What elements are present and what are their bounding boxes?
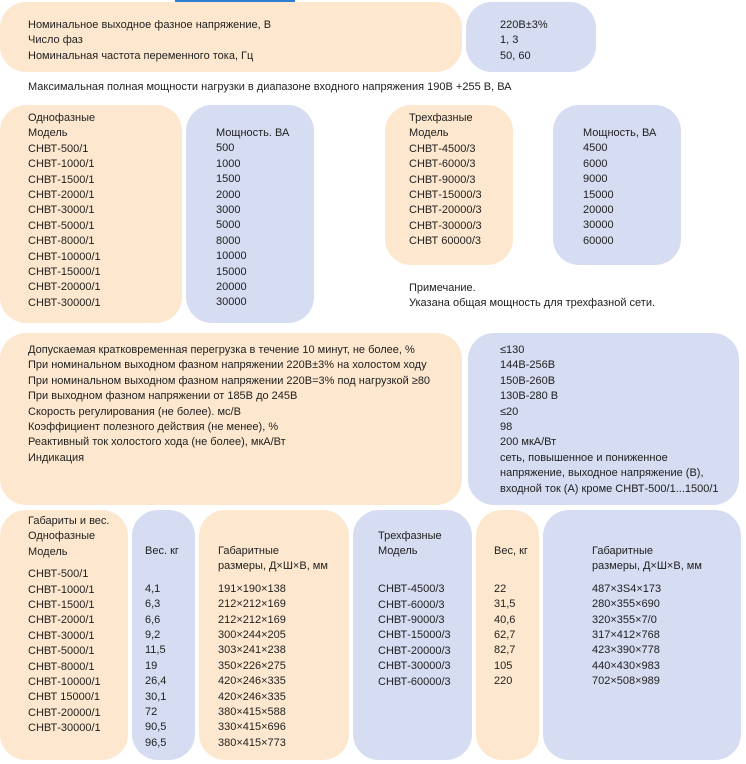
model-name: СНВТ-8000/1 bbox=[28, 660, 95, 673]
model-name: СНВТ-500/1 bbox=[28, 142, 89, 155]
size-value: 420×246×335 bbox=[218, 675, 286, 688]
model-name: СНВТ-15000/3 bbox=[378, 629, 451, 642]
model-name: СНВТ-15000/3 bbox=[409, 188, 482, 201]
dims-three-weights bbox=[494, 544, 528, 690]
weight-value: 6,3 bbox=[145, 598, 161, 611]
size-value: 702×508×989 bbox=[592, 675, 660, 688]
power-value: 9000 bbox=[583, 173, 608, 186]
model-name: СНВТ-30000/1 bbox=[28, 722, 101, 735]
spec-label: При номинальном выходном фазном напряжении 220В±3% на холостом ходу bbox=[28, 359, 427, 372]
model-name: СНВТ-6000/3 bbox=[378, 598, 445, 611]
model-name: СНВТ-2000/1 bbox=[28, 188, 95, 201]
model-header: Модель bbox=[378, 545, 418, 558]
model-name: СНВТ-6000/3 bbox=[409, 158, 476, 171]
model-header: Модель bbox=[28, 127, 68, 140]
model-header: Модель bbox=[28, 545, 68, 558]
size-value: 317×412×768 bbox=[592, 628, 660, 641]
model-name: СНВТ-4500/3 bbox=[378, 583, 445, 596]
power-value: 1500 bbox=[216, 173, 241, 186]
spec-value: ≤130 bbox=[500, 344, 525, 356]
general-label: Номинальное выходное фазное напряжение, В bbox=[28, 19, 272, 31]
single-phase-powers bbox=[216, 126, 289, 311]
model-name: СНВТ-5000/1 bbox=[28, 219, 95, 232]
dims-title: Габариты и вес. bbox=[28, 515, 110, 527]
weight-value: 19 bbox=[145, 659, 158, 672]
weight-header: Вес. кг bbox=[145, 545, 179, 557]
power-value: 20000 bbox=[583, 203, 614, 216]
spec-value: сеть, повышенное и пониженное bbox=[500, 451, 668, 464]
single-phase-title: Однофазные bbox=[28, 112, 96, 124]
power-value: 30000 bbox=[583, 219, 614, 232]
weight-value: 96,5 bbox=[145, 736, 167, 749]
note-title: Примечание. bbox=[409, 282, 476, 294]
three-phase-title: Трехфазные bbox=[409, 112, 473, 124]
power-value: 10000 bbox=[216, 250, 247, 263]
model-name: СНВТ-30000/3 bbox=[378, 660, 451, 673]
model-name: СНВТ-30000/3 bbox=[409, 219, 482, 232]
general-label: Номинальная частота переменного тока, Гц bbox=[28, 49, 254, 62]
spec-value: 200 мкА/Вт bbox=[500, 436, 557, 449]
weight-value: 72 bbox=[145, 705, 158, 718]
spec-value: напряжение, выходное напряжение (В), bbox=[500, 467, 704, 480]
model-name: СНВТ-30000/1 bbox=[28, 296, 101, 309]
weight-header: Вес, кг bbox=[494, 545, 528, 557]
model-name: СНВТ-15000/1 bbox=[28, 265, 101, 278]
dims-three-sizes bbox=[592, 544, 702, 690]
spec-label: При номинальном выходном фазном напряжении 220В=3% под нагрузкой ≥80 bbox=[28, 374, 431, 387]
model-name: СНВТ-20000/1 bbox=[28, 281, 101, 294]
specs-labels bbox=[28, 343, 430, 466]
weight-value: 90,5 bbox=[145, 721, 167, 734]
power-value: 15000 bbox=[583, 188, 614, 201]
weight-value: 82,7 bbox=[494, 644, 516, 657]
spec-value: 130В-280 В bbox=[500, 390, 559, 403]
power-header: Мощность, ВА bbox=[583, 127, 657, 139]
three-phase-models bbox=[409, 111, 482, 250]
spec-value: 150В-260В bbox=[500, 374, 556, 387]
size-value: 320×355×7/0 bbox=[592, 613, 657, 626]
weight-value: 105 bbox=[494, 659, 513, 672]
model-name: СНВТ 15000/1 bbox=[28, 691, 101, 704]
spec-value: входной ток (А) кроме СНВТ-500/1...1500/1 bbox=[500, 482, 719, 495]
model-name: СНВТ-4500/3 bbox=[409, 142, 476, 155]
dims-single-models bbox=[28, 514, 109, 736]
dims-single-weights bbox=[145, 544, 179, 751]
general-value: 1, 3 bbox=[500, 34, 519, 47]
size-value: 420×246×335 bbox=[218, 690, 286, 703]
model-name: СНВТ-1000/1 bbox=[28, 158, 95, 171]
size-value: 212×212×169 bbox=[218, 613, 286, 626]
model-name: СНВТ-9000/3 bbox=[409, 173, 476, 186]
weight-value: 11,5 bbox=[145, 644, 166, 657]
weight-value: 31,5 bbox=[494, 598, 516, 611]
weight-value: 30,1 bbox=[145, 690, 167, 703]
dims-three-models bbox=[378, 529, 451, 690]
size-header: размеры, Д×Ш×В, мм bbox=[218, 560, 328, 573]
power-header: Мощность. ВА bbox=[216, 127, 290, 139]
weight-value: 4,1 bbox=[145, 582, 161, 595]
model-name: СНВТ-20000/3 bbox=[378, 644, 451, 657]
general-values bbox=[500, 18, 548, 64]
model-name: СНВТ 60000/3 bbox=[409, 235, 482, 248]
spec-value: 98 bbox=[500, 420, 513, 433]
spec-label: Реактивный ток холостого хода (не более), мкА/Вт bbox=[28, 436, 286, 449]
model-name: СНВТ-500/1 bbox=[28, 568, 89, 581]
general-value: 50, 60 bbox=[500, 49, 531, 62]
power-value: 8000 bbox=[216, 234, 241, 247]
general-value: 220В±3% bbox=[500, 19, 548, 31]
model-name: СНВТ-10000/1 bbox=[28, 675, 101, 688]
size-value: 303×241×238 bbox=[218, 644, 286, 657]
weight-value: 26,4 bbox=[145, 675, 167, 688]
dims-single-sizes bbox=[218, 544, 328, 751]
size-value: 423×390×778 bbox=[592, 644, 660, 657]
general-labels bbox=[28, 18, 271, 64]
model-name: СНВТ-1000/1 bbox=[28, 583, 95, 596]
weight-value: 22 bbox=[494, 582, 507, 595]
size-value: 487×3S4×173 bbox=[592, 582, 662, 595]
size-value: 300×244×205 bbox=[218, 628, 286, 641]
model-header: Модель bbox=[409, 127, 449, 140]
size-value: 191×190×138 bbox=[218, 582, 286, 595]
single-phase-models bbox=[28, 111, 101, 311]
size-header: размеры, Д×Ш×В, мм bbox=[592, 560, 702, 573]
power-value: 6000 bbox=[583, 157, 608, 170]
spec-value: ≤20 bbox=[500, 405, 519, 418]
size-value: 380×415×773 bbox=[218, 736, 286, 749]
model-name: СНВТ-3000/1 bbox=[28, 629, 95, 642]
dims-single-subtitle: Однофазные bbox=[28, 530, 96, 543]
max-power-heading: Максимальная полная мощности нагрузки в диапазоне входного напряжения 190В +255 В, ВА bbox=[28, 81, 512, 93]
power-value: 30000 bbox=[216, 296, 247, 309]
model-name: СНВТ-8000/1 bbox=[28, 235, 95, 248]
size-header: Габаритные bbox=[592, 545, 654, 557]
size-value: 212×212×169 bbox=[218, 598, 286, 611]
weight-value: 9,2 bbox=[145, 628, 161, 641]
power-value: 3000 bbox=[216, 203, 241, 216]
model-name: СНВТ-1500/1 bbox=[28, 173, 95, 186]
size-value: 440×430×983 bbox=[592, 659, 660, 672]
size-value: 350×226×275 bbox=[218, 659, 286, 672]
spec-label: Коэффициент полезного действия (не менее), % bbox=[28, 420, 279, 433]
size-value: 330×415×696 bbox=[218, 721, 286, 734]
model-name: СНВТ-10000/1 bbox=[28, 250, 101, 263]
three-phase-powers bbox=[583, 126, 656, 249]
model-name: СНВТ-20000/3 bbox=[409, 204, 482, 217]
model-name: СНВТ-1500/1 bbox=[28, 598, 95, 611]
power-value: 5000 bbox=[216, 219, 241, 232]
size-header: Габаритные bbox=[218, 545, 280, 557]
model-name: СНВТ-60000/3 bbox=[378, 675, 451, 688]
power-value: 1000 bbox=[216, 157, 241, 170]
power-value: 4500 bbox=[583, 142, 608, 155]
spec-label: Скорость регулирования (не более). мс/В bbox=[28, 405, 241, 418]
power-value: 20000 bbox=[216, 280, 247, 293]
weight-value: 220 bbox=[494, 675, 513, 688]
size-value: 280×355×690 bbox=[592, 598, 660, 611]
note-text: Указана общая мощность для трехфазной сети. bbox=[409, 297, 656, 310]
size-value: 380×415×588 bbox=[218, 705, 286, 718]
model-name: СНВТ-3000/1 bbox=[28, 204, 95, 217]
model-name: СНВТ-2000/1 bbox=[28, 614, 95, 627]
note bbox=[409, 281, 655, 312]
spec-label: При выходном фазном напряжении от 185В до 245В bbox=[28, 390, 298, 403]
specs-values bbox=[500, 343, 719, 497]
power-value: 500 bbox=[216, 142, 235, 155]
model-name: СНВТ-20000/1 bbox=[28, 706, 101, 719]
power-value: 2000 bbox=[216, 188, 241, 201]
dims-three-subtitle: Трехфазные bbox=[378, 530, 442, 542]
weight-value: 6,6 bbox=[145, 613, 161, 626]
spec-label: Индикация bbox=[28, 451, 85, 464]
power-value: 60000 bbox=[583, 234, 614, 247]
general-label: Число фаз bbox=[28, 34, 83, 47]
power-value: 15000 bbox=[216, 265, 247, 278]
model-name: СНВТ-9000/3 bbox=[378, 613, 445, 626]
model-name: СНВТ-5000/1 bbox=[28, 645, 95, 658]
weight-value: 62,7 bbox=[494, 628, 516, 641]
weight-value: 40,6 bbox=[494, 613, 516, 626]
spec-value: 144В-256В bbox=[500, 359, 556, 372]
spec-label: Допускаемая кратковременная перегрузка в течение 10 минут, не более, % bbox=[28, 344, 415, 356]
